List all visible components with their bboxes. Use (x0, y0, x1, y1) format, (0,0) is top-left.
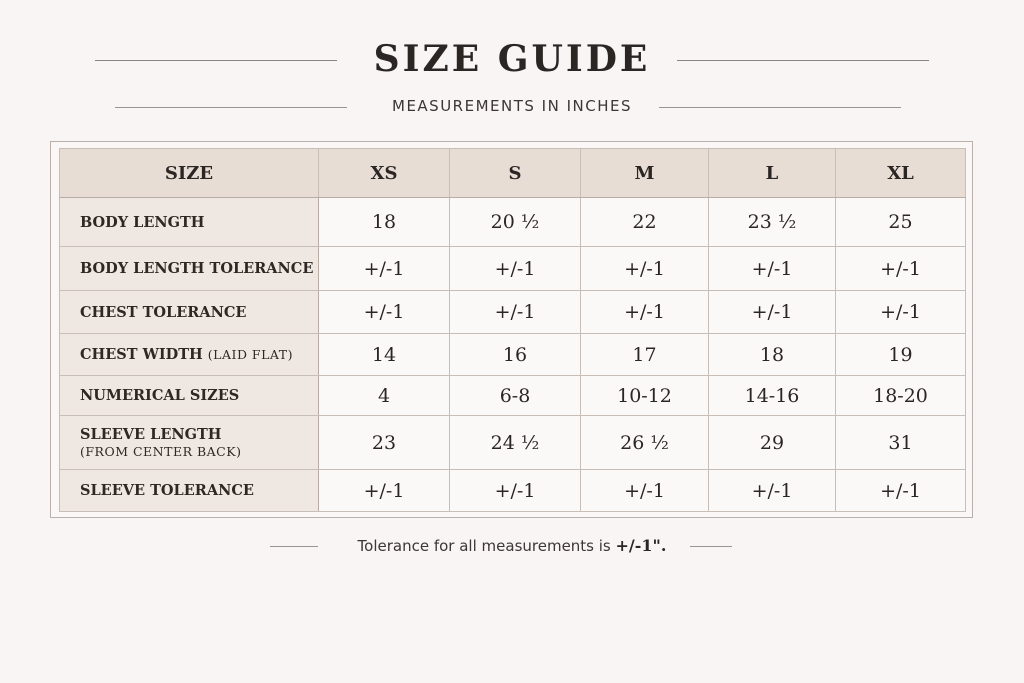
footer-row (0, 536, 1024, 558)
table-cell: 17 (581, 334, 709, 376)
table-cell: +/-1 (581, 291, 709, 334)
table-cell: 26 ½ (581, 416, 709, 470)
row-label-text: CHEST WIDTH (80, 346, 203, 363)
row-label (60, 470, 319, 512)
table-cell: +/-1 (836, 291, 966, 334)
table-row (60, 470, 966, 512)
table-cell: +/-1 (450, 291, 581, 334)
table-cell: 18-20 (836, 376, 966, 416)
table-cell: 14-16 (709, 376, 836, 416)
table-cell: +/-1 (450, 470, 581, 512)
table-cell: 14 (319, 334, 450, 376)
header-cell-s: S (450, 149, 581, 198)
table-cell: +/-1 (581, 247, 709, 291)
row-label-text: NUMERICAL SIZES (80, 387, 240, 404)
row-label-text: CHEST TOLERANCE (80, 303, 247, 321)
table-row (60, 334, 966, 376)
header-cell-m: M (581, 149, 709, 198)
row-label-text: SLEEVE TOLERANCE (80, 482, 254, 499)
table-cell: +/-1 (709, 247, 836, 291)
footer-text: Tolerance for all measurements is (357, 537, 616, 555)
table-cell: 23 ½ (709, 198, 836, 247)
row-label-text: BODY LENGTH TOLERANCE (80, 260, 314, 277)
row-label (60, 247, 319, 291)
table-cell: 10-12 (581, 376, 709, 416)
table-cell: +/-1 (319, 470, 450, 512)
row-label (60, 334, 319, 376)
table-row (60, 291, 966, 334)
row-label-text: SLEEVE LENGTH (80, 425, 222, 443)
table-cell: 23 (319, 416, 450, 470)
row-label-text: BODY LENGTH (80, 213, 205, 231)
subtitle-row (0, 96, 1024, 118)
header-cell-xl: XL (836, 149, 966, 198)
table-cell: +/-1 (581, 470, 709, 512)
table-cell: +/-1 (709, 291, 836, 334)
footer-note (0, 536, 1024, 555)
table-cell: 18 (709, 334, 836, 376)
table-cell: +/-1 (319, 247, 450, 291)
page-title: SIZE GUIDE (373, 38, 651, 80)
table-cell: 20 ½ (450, 198, 581, 247)
table-cell: 16 (450, 334, 581, 376)
title-rule-right (677, 60, 929, 61)
header-cell-l: L (709, 149, 836, 198)
table-cell: +/-1 (319, 291, 450, 334)
row-label (60, 416, 319, 470)
row-label (60, 291, 319, 334)
table-cell: 25 (836, 198, 966, 247)
table-row (60, 247, 966, 291)
table-cell: +/-1 (836, 470, 966, 512)
table-cell: 19 (836, 334, 966, 376)
table-row (60, 198, 966, 247)
header-cell-xs: XS (319, 149, 450, 198)
table-cell: 31 (836, 416, 966, 470)
table-cell: 4 (319, 376, 450, 416)
row-label (60, 198, 319, 247)
table-cell: +/-1 (450, 247, 581, 291)
subtitle-rule-right (659, 107, 901, 108)
table-cell: 29 (709, 416, 836, 470)
table-row (60, 416, 966, 470)
footer-rule-right (690, 546, 732, 547)
table-cell: 22 (581, 198, 709, 247)
table-cell: +/-1 (709, 470, 836, 512)
row-label-note: (FROM CENTER BACK) (80, 443, 242, 459)
footer-emphasis: +/-1". (615, 536, 667, 555)
title-row (0, 38, 1024, 84)
row-label (60, 376, 319, 416)
table-row (60, 376, 966, 416)
table-cell: +/-1 (836, 247, 966, 291)
header-cell-size: SIZE (60, 149, 319, 198)
size-table (59, 148, 966, 512)
table-cell: 18 (319, 198, 450, 247)
header-row (60, 149, 966, 198)
page-subtitle: MEASUREMENTS IN INCHES (392, 97, 632, 115)
row-label-note: (LAID FLAT) (207, 347, 293, 362)
table-cell: 24 ½ (450, 416, 581, 470)
table-cell: 6-8 (450, 376, 581, 416)
